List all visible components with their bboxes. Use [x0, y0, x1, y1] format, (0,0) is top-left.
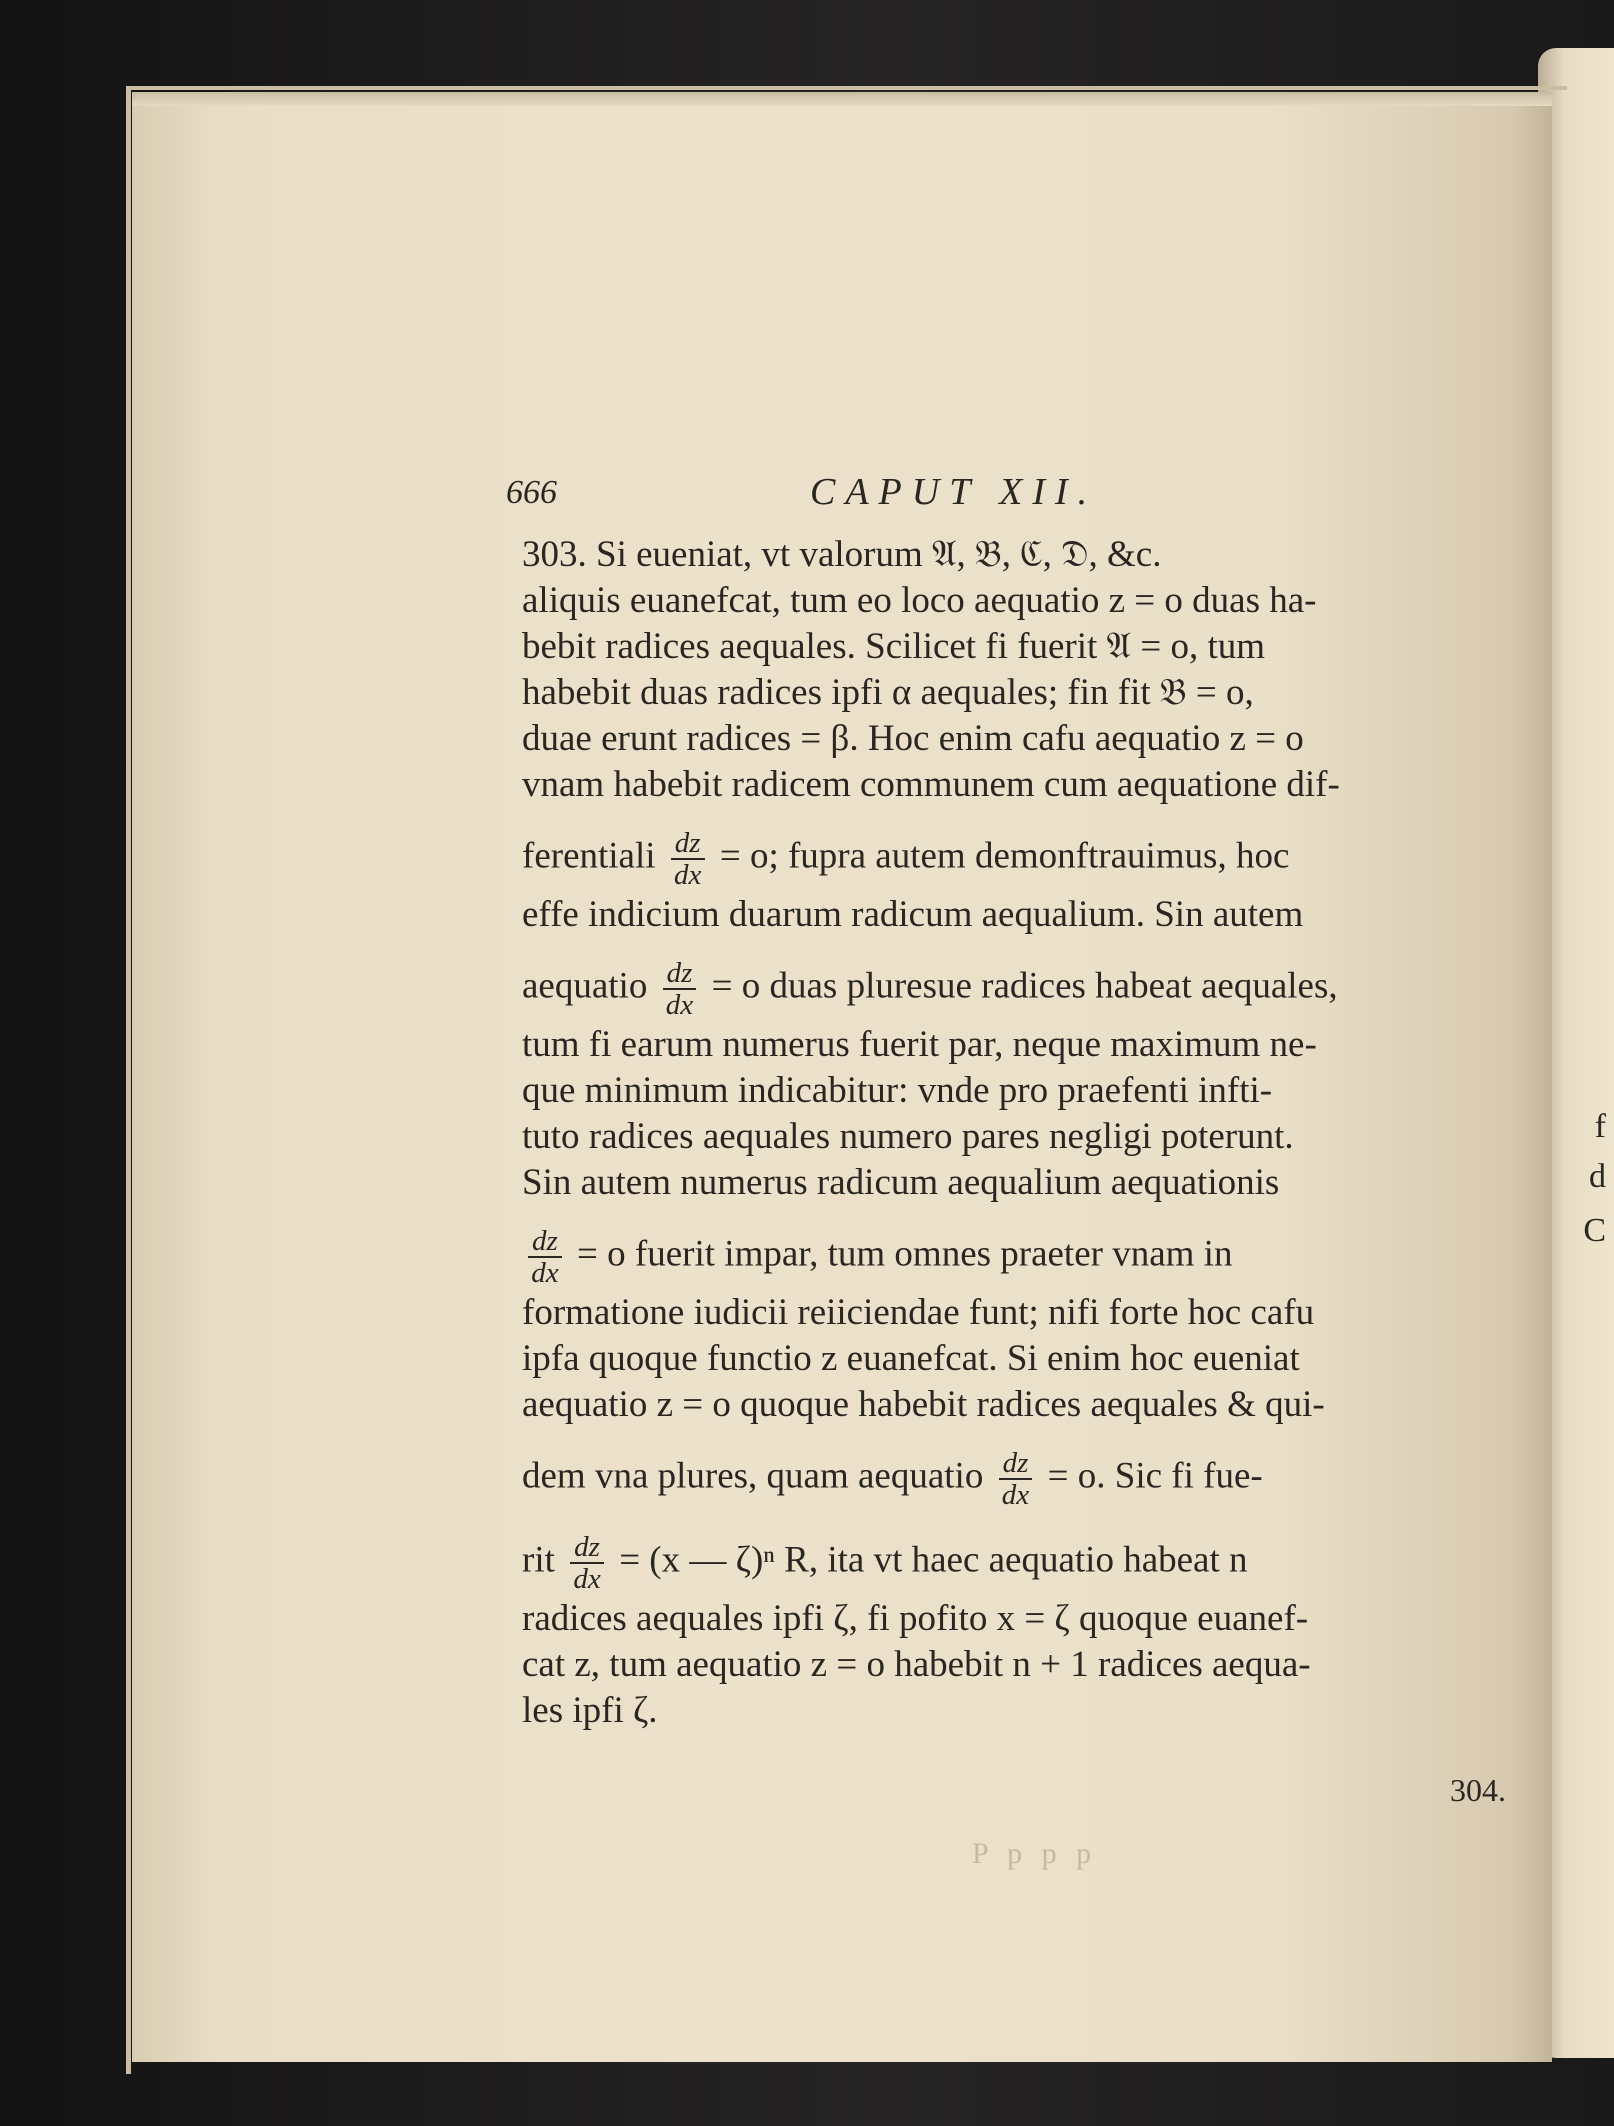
fraction-dz-dx: $\frac{dz}{dx}$	[999, 1448, 1033, 1510]
text-line: ipfa quoque functio z euanefcat. Si enim hoc eueniat	[522, 1338, 1300, 1379]
fraction-dz-dx: $\frac{dz}{dx}$	[671, 828, 705, 890]
text-line: $\frac{dz}{dx}$ = o fuerit impar, tum omnes praeter vnam in	[522, 1206, 1562, 1290]
running-title: CAPUT XII.	[810, 471, 1098, 513]
text-line: cat z, tum aequatio z = o habebit n + 1 radices aequa-	[522, 1644, 1311, 1685]
text-line: Sin autem numerus radicum aequalium aequationis	[522, 1162, 1280, 1203]
text-line: bebit radices aequales. Scilicet fi fuerit 𝔄 = o, tum	[522, 626, 1266, 667]
text-line: aequatio z = o quoque habebit radices aequales & qui-	[522, 1384, 1325, 1425]
text-line: formatione iudicii reiiciendae funt; nifi forte hoc cafu	[522, 1292, 1315, 1333]
facing-page-letter: f	[1594, 1108, 1606, 1145]
body-text	[522, 532, 1562, 1734]
fraction-dz-dx: $\frac{dz}{dx}$	[528, 1226, 562, 1288]
text-line: habebit duas radices ipfi α aequales; fin fit 𝔅 = o,	[522, 672, 1254, 713]
text-line: que minimum indicabitur: vnde pro praefenti infti-	[522, 1070, 1273, 1111]
text-line: 303. Si eueniat, vt valorum 𝔄, 𝔅, ℭ, 𝔇, &c.	[522, 534, 1162, 575]
facing-page-letter: C	[1583, 1212, 1606, 1249]
text-line: tuto radices aequales numero pares negligi poterunt.	[522, 1116, 1294, 1157]
text-line: vnam habebit radicem communem cum aequatione dif-	[522, 764, 1340, 805]
text-line: aequatio $\frac{dz}{dx}$ = o duas pluresue radices habeat aequales,	[522, 957, 1338, 1021]
text-line: effe indicium duarum radicum aequalium. Sin autem	[522, 894, 1304, 935]
catchword: 304.	[1450, 1772, 1506, 1808]
running-head	[132, 471, 1552, 524]
book-page	[132, 92, 1552, 2062]
text-line: rit $\frac{dz}{dx}$ = (x — ζ)ⁿ R, ita vt haec aequatio habeat n	[522, 1531, 1248, 1595]
facing-page-letter: d	[1589, 1158, 1606, 1195]
text-line: aliquis euanefcat, tum eo loco aequatio z = o duas ha-	[522, 580, 1317, 621]
text-line: radices aequales ipfi ζ, fi pofito x = ζ quoque euanef-	[522, 1598, 1309, 1639]
text-line: ferentiali $\frac{dz}{dx}$ = o; fupra autem demonftrauimus, hoc	[522, 827, 1290, 891]
text-line: les ipfi ζ.	[522, 1690, 658, 1731]
text-line: dem vna plures, quam aequatio $\frac{dz}{dx}$ = o. Sic fi fue-	[522, 1447, 1263, 1511]
page-number: 666	[506, 474, 557, 511]
fraction-dz-dx: $\frac{dz}{dx}$	[663, 958, 697, 1020]
text-line: tum fi earum numerus fuerit par, neque maximum ne-	[522, 1024, 1317, 1065]
bleed-through-signature: P p p p	[972, 1837, 1098, 1870]
text-line: duae erunt radices = β. Hoc enim cafu aequatio z = o	[522, 718, 1304, 759]
fraction-dz-dx: $\frac{dz}{dx}$	[570, 1532, 604, 1594]
